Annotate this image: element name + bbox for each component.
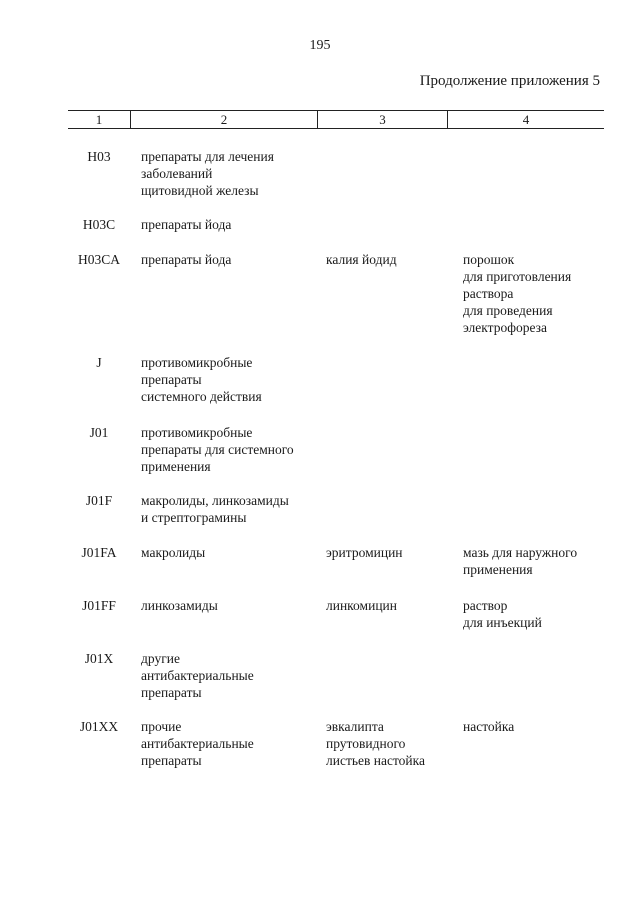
form-cell-text: для приготовления	[463, 269, 572, 284]
name-cell-text: и стрептограмины	[141, 510, 247, 525]
page-number: 195	[309, 38, 331, 53]
form-cell	[463, 544, 608, 578]
name-cell-text: препараты	[141, 685, 202, 700]
form-cell-text: порошок	[463, 252, 515, 267]
code-cell	[68, 718, 130, 735]
header-col-4: 4	[522, 112, 530, 127]
name-cell	[141, 354, 321, 405]
code-cell	[68, 544, 130, 561]
table-header	[68, 110, 604, 129]
drug-cell	[326, 597, 456, 614]
name-cell-text: линкозамиды	[141, 598, 218, 613]
name-cell-text: щитовидной железы	[141, 183, 259, 198]
drug-cell-text: прутовидного	[326, 736, 406, 751]
name-cell-text: макролиды	[141, 545, 206, 560]
name-cell	[141, 544, 321, 561]
name-cell	[141, 718, 321, 769]
drug-cell-text: листьев настойка	[326, 753, 426, 768]
name-cell-text: антибактериальные	[141, 668, 254, 683]
code-cell	[68, 650, 130, 667]
code-cell	[68, 251, 130, 268]
form-cell-text: электрофореза	[463, 320, 547, 335]
name-cell-text: заболеваний	[141, 166, 213, 181]
header-col-1: 1	[95, 112, 103, 127]
form-cell-text: мазь для наружного	[463, 545, 578, 560]
name-cell-text: препараты йода	[141, 217, 232, 232]
code-cell	[68, 597, 130, 614]
code-cell-text: J01	[89, 425, 109, 440]
name-cell-text: противомикробные	[141, 425, 253, 440]
name-cell-text: препараты	[141, 753, 202, 768]
code-cell	[68, 354, 130, 371]
name-cell	[141, 650, 321, 701]
code-cell-text: J	[96, 355, 102, 370]
name-cell-text: прочие	[141, 719, 182, 734]
name-cell	[141, 148, 321, 199]
code-cell-text: J01F	[85, 493, 113, 508]
header-col-2: 2	[220, 112, 228, 127]
name-cell-text: макролиды, линкозамиды	[141, 493, 289, 508]
code-cell	[68, 148, 130, 165]
name-cell-text: применения	[141, 459, 211, 474]
name-cell-text: системного действия	[141, 389, 262, 404]
code-cell-text: H03CA	[77, 252, 120, 267]
code-cell-text: J01FF	[82, 598, 116, 613]
name-cell-text: антибактериальные	[141, 736, 254, 751]
header-col-3: 3	[379, 112, 386, 127]
form-cell	[463, 251, 608, 336]
name-cell	[141, 251, 321, 268]
name-cell-text: другие	[141, 651, 180, 666]
code-cell	[68, 424, 130, 441]
name-cell	[141, 216, 321, 233]
form-cell-text: для инъекций	[463, 615, 542, 630]
form-cell	[463, 718, 608, 735]
code-cell-text: H03C	[82, 217, 116, 232]
code-cell-text: J01XX	[79, 719, 119, 734]
continuation-title: Продолжение приложения 5	[419, 73, 600, 89]
drug-cell-text: эвкалипта	[326, 719, 384, 734]
code-cell-text: J01FA	[81, 545, 117, 560]
form-cell-text: настойка	[463, 719, 515, 734]
name-cell-text: препараты для системного	[141, 442, 294, 457]
code-cell-text: H03	[87, 149, 111, 164]
name-cell-text: препараты для лечения	[141, 149, 274, 164]
form-cell-text: для проведения	[463, 303, 553, 318]
form-cell-text: раствор	[463, 598, 508, 613]
form-cell-text: применения	[463, 562, 533, 577]
code-cell	[68, 492, 130, 509]
name-cell-text: противомикробные	[141, 355, 253, 370]
name-cell	[141, 424, 321, 475]
drug-cell-text: калия йодид	[326, 252, 397, 267]
name-cell-text: препараты	[141, 372, 202, 387]
name-cell-text: препараты йода	[141, 252, 232, 267]
code-cell-text: J01X	[84, 651, 114, 666]
form-cell	[463, 597, 608, 631]
drug-cell-text: линкомицин	[326, 598, 397, 613]
drug-cell	[326, 718, 456, 769]
drug-cell	[326, 251, 456, 268]
name-cell	[141, 492, 321, 526]
drug-cell	[326, 544, 456, 561]
drug-cell-text: эритромицин	[326, 545, 403, 560]
code-cell	[68, 216, 130, 233]
name-cell	[141, 597, 321, 614]
form-cell-text: раствора	[463, 286, 514, 301]
